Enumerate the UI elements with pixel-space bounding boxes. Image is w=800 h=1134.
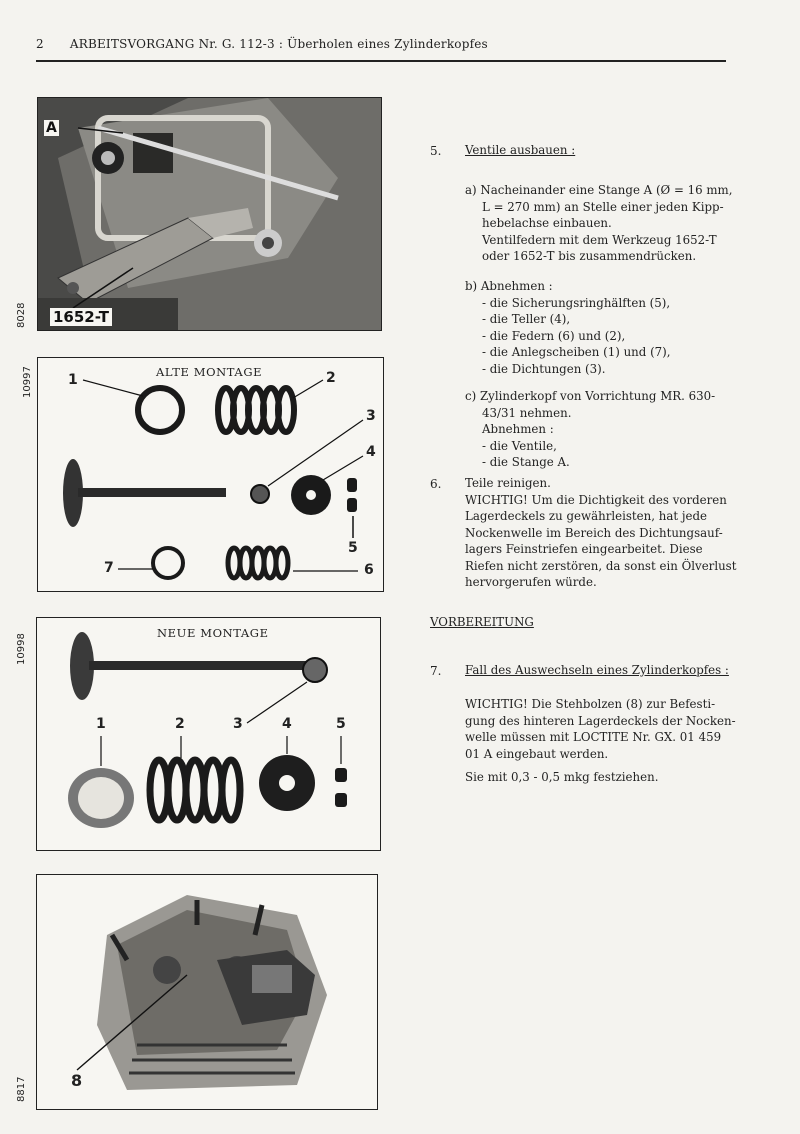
text-line: b) Abnehmen : [465,279,553,293]
figure-alte-montage [37,357,384,592]
text-line: a) Nacheinander eine Stange A (Ø = 16 mm, [465,183,733,197]
text-line: hervorgerufen würde. [465,575,597,589]
part-label-3: 3 [233,716,243,732]
diagram-neue-montage-parts [37,618,380,850]
figure-title-neue-montage: NEUE MONTAGE [157,626,269,640]
text-line: - die Sicherungsringhälften (5), [482,295,671,310]
text-line: Abnehmen : [482,422,554,436]
text-line: 43/31 nehmen. [482,405,572,420]
photo-cylinder-head-tool [38,98,381,330]
callout-a: A [46,120,57,136]
step-5a-text [465,182,732,265]
tool-label-1652t: 1652-T [50,308,112,326]
text-line: 01 A eingebaut werden. [465,746,609,761]
text-line: oder 1652-T bis zusammendrücken. [482,249,697,263]
text-line: WICHTIG! Um die Dichtigkeit des vorderen [465,492,727,507]
text-line: Ventilfedern mit dem Werkzeug 1652-T [482,232,717,247]
text-line: - die Federn (6) und (2), [482,328,626,343]
part-label-4: 4 [366,444,376,460]
text-line: Nockenwelle im Bereich des Dichtungsauf- [465,525,723,540]
text-line: lagers Feinstriefen eingearbeitet. Diese [465,542,703,556]
diagram-alte-montage-parts [38,358,383,591]
text-line: c) Zylinderkopf von Vorrichtung MR. 630- [465,389,716,403]
figure-neue-montage [36,617,381,851]
text-line: Riefen nicht zerstören, da sonst ein Ölverlust [465,558,737,573]
page-title: ARBEITSVORGANG Nr. G. 112-3 : Überholen eines Zylinderkopfes [69,37,488,51]
text-line: Teile reinigen. [465,476,551,490]
step-number-5: 5. [430,144,442,158]
stud-label-8: 8 [71,1071,83,1090]
text-line: gung des hinteren Lagerdeckels der Nocken- [465,713,736,728]
step-7-torque: Sie mit 0,3 - 0,5 mkg festziehen. [465,770,659,784]
step-number-7: 7. [430,664,442,678]
part-label-3: 3 [366,408,376,424]
part-label-5: 5 [336,716,346,732]
step-7-text [465,696,736,762]
part-label-6: 6 [364,562,374,578]
text-line: hebelachse einbauen. [482,216,612,230]
step-5c-text [465,388,715,471]
text-line: L = 270 mm) an Stelle einer jeden Kipp- [482,199,724,214]
figure-valve-spring-compressor [37,97,382,331]
text-line: welle müssen mit LOCTITE Nr. GX. 01 459 [465,730,722,744]
side-number-fig4: 8817 [16,1076,27,1102]
text-line: - die Ventile, [482,438,557,453]
text-line: - die Anlegscheiben (1) und (7), [482,345,671,359]
side-number-fig2: 10997 [22,366,33,398]
part-label-2: 2 [326,370,336,386]
text-line: - die Stange A. [482,455,570,469]
page-number: 2 [36,37,44,51]
part-label-2: 2 [175,716,185,732]
figure-title-alte-montage: ALTE MONTAGE [156,365,263,379]
part-label-5: 5 [348,540,358,556]
step-7-heading: Fall des Auswechseln eines Zylinderkopfes : [465,663,729,677]
step-5b-text [465,278,671,377]
text-line: - die Dichtungen (3). [482,361,606,376]
page-header [36,37,488,51]
step-5-heading: Ventile ausbauen : [465,143,576,157]
step-6-text [465,475,736,591]
side-number-fig1: 8028 [16,302,27,328]
figure-cylinder-head-studs [36,874,378,1110]
part-label-1: 1 [96,716,106,732]
photo-cylinder-head-loctite [37,875,377,1109]
step-number-6: 6. [430,477,442,491]
side-number-fig3: 10998 [16,633,27,665]
part-label-1: 1 [68,372,78,388]
header-rule [36,60,726,62]
section-heading-vorbereitung: VORBEREITUNG [430,615,534,629]
part-label-7: 7 [104,560,114,576]
text-line: Lagerdeckels zu gewährleisten, hat jede [465,509,708,523]
text-line: - die Teller (4), [482,312,571,326]
text-line: WICHTIG! Die Stehbolzen (8) zur Befesti- [465,697,716,711]
part-label-4: 4 [282,716,292,732]
